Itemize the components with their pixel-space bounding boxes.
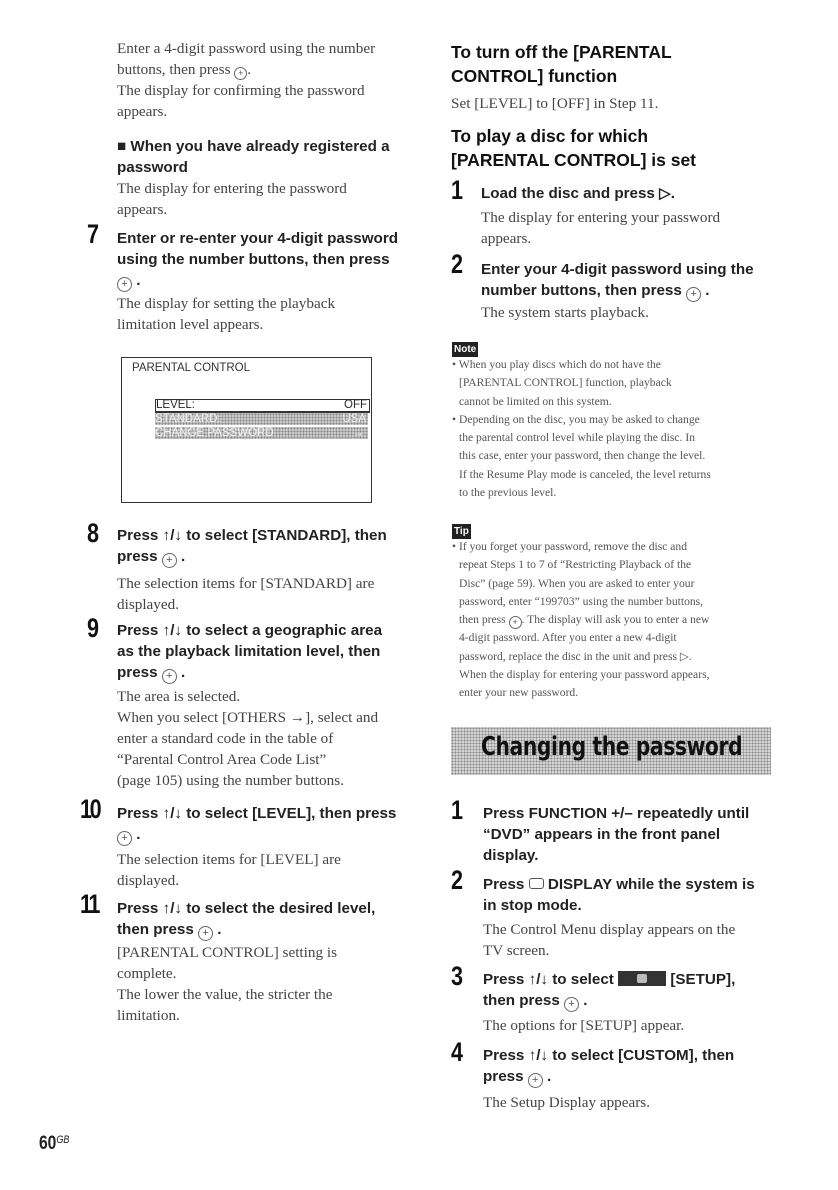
enter-icon: +	[198, 926, 213, 941]
text-line: .	[247, 61, 252, 78]
page-number: $60^{GB}$	[39, 1133, 70, 1154]
step-7-body: The display for setting the playback limitation level appears.	[117, 295, 336, 333]
enter-icon: +	[162, 553, 177, 568]
screen-row-level: LEVEL: OFF	[155, 399, 370, 413]
play-step-1-heading: Load the disc and press ▷.	[481, 185, 675, 202]
step-number: 8	[87, 518, 100, 548]
enter-icon: +	[234, 67, 247, 80]
play-step-2-body: The system starts playback.	[481, 304, 649, 321]
step-number: 3	[451, 961, 464, 991]
enter-icon: +	[117, 277, 132, 292]
change-step-3-heading: Press ↑/↓ to select [SETUP], then press + .	[483, 971, 736, 1010]
change-step-2-heading: Press DISPLAY while the system is in stop mode.	[483, 876, 755, 914]
step-number: 11	[80, 889, 99, 919]
screen-row-change-password: CHANGE PASSWORD →	[155, 427, 368, 439]
step-7-heading: Enter or re-enter your 4-digit password using the number buttons, then press + .	[117, 230, 399, 290]
display-button-icon	[529, 878, 544, 889]
text-line: Enter a 4-digit password using the number	[117, 40, 376, 57]
step-number: 10	[80, 794, 100, 824]
change-step-3-body: The options for [SETUP] appear.	[483, 1017, 685, 1034]
step-number: 2	[451, 249, 464, 279]
text-line: The display for confirming the password	[117, 82, 365, 99]
enter-icon: +	[162, 669, 177, 684]
change-step-1-heading: Press FUNCTION +/– repeatedly until “DVD” appears in the front panel display.	[483, 805, 750, 864]
step-10-heading: Press ↑/↓ to select [LEVEL], then press + .	[117, 805, 397, 844]
note-label: Note	[454, 344, 477, 355]
step-8-body: The selection items for [STANDARD] are displayed.	[117, 575, 375, 613]
note-text: • When you play discs which do not have the [PARENTAL CONTROL] function, playback cannot be limited on this system. • Depending on the disc, you may be asked to change the parental control level while playing the disc. In this case, enter your password, then change the level. If the Resume Play mode is canceled, the level returns to the previous level.	[452, 358, 711, 500]
step-number: 1	[451, 175, 464, 205]
step-9-body: The area is selected. When you select [OTHERS →], select and enter a standard code in the table of “Parental Control Area Code List” (page 105) using the number buttons.	[117, 688, 379, 789]
step-9-heading: Press ↑/↓ to select a geographic area as the playback limitation level, then press + .	[117, 622, 383, 682]
registered-heading: ■ When you have already registered a password	[117, 138, 390, 176]
enter-icon: +	[117, 831, 132, 846]
enter-icon: +	[509, 616, 522, 629]
play-disc-heading: To play a disc for which [PARENTAL CONTROL] is set	[451, 126, 697, 170]
step-number: 7	[87, 219, 100, 249]
step-10-body: The selection items for [LEVEL] are displayed.	[117, 851, 341, 889]
step-11-body: [PARENTAL CONTROL] setting is complete. The lower the value, the stricter the limitation.	[117, 944, 337, 1024]
registered-body: The display for entering the password appears.	[117, 180, 347, 218]
change-step-4-heading: Press ↑/↓ to select [CUSTOM], then press + .	[483, 1047, 735, 1086]
screen-title: PARENTAL CONTROL	[132, 362, 250, 374]
text-line: buttons, then press	[117, 61, 231, 78]
step-number: 1	[451, 795, 464, 825]
screen-row-standard: STANDARD: USA	[155, 413, 366, 425]
tip-text: • If you forget your password, remove the disc and repeat Steps 1 to 7 of “Restricting Playback of the Disc” (page 59). When you are asked to enter your password, enter “199703” using the number buttons, then press + . The display will ask you to enter a new 4-digit password. After you enter a new 4-digit password, replace the disc in the unit and press ▷. When the display for entering your password appears, enter your new password.	[452, 540, 710, 700]
turn-off-body: Set [LEVEL] to [OFF] in Step 11.	[451, 95, 659, 112]
parental-control-screen	[121, 357, 372, 503]
intro-text	[117, 38, 375, 122]
turn-off-heading: To turn off the [PARENTAL CONTROL] function	[451, 42, 672, 86]
change-step-2-body: The Control Menu display appears on the TV screen.	[483, 921, 736, 959]
step-number: 4	[451, 1037, 464, 1067]
enter-icon: +	[528, 1073, 543, 1088]
step-number: 9	[87, 613, 100, 643]
step-8-heading: Press ↑/↓ to select [STANDARD], then press + .	[117, 527, 387, 566]
enter-icon: +	[686, 287, 701, 302]
step-11-heading: Press ↑/↓ to select the desired level, then press + .	[117, 900, 376, 939]
text-line: appears.	[117, 103, 168, 120]
change-step-4-body: The Setup Display appears.	[483, 1094, 651, 1111]
section-banner: Changing the password	[451, 727, 771, 775]
step-number: 2	[451, 865, 464, 895]
setup-menu-icon	[618, 971, 666, 986]
enter-icon: +	[564, 997, 579, 1012]
tip-label: Tip	[454, 526, 469, 537]
play-step-1-body: The display for entering your password appears.	[481, 209, 721, 247]
play-step-2-heading: Enter your 4-digit password using the number buttons, then press + .	[481, 261, 754, 300]
